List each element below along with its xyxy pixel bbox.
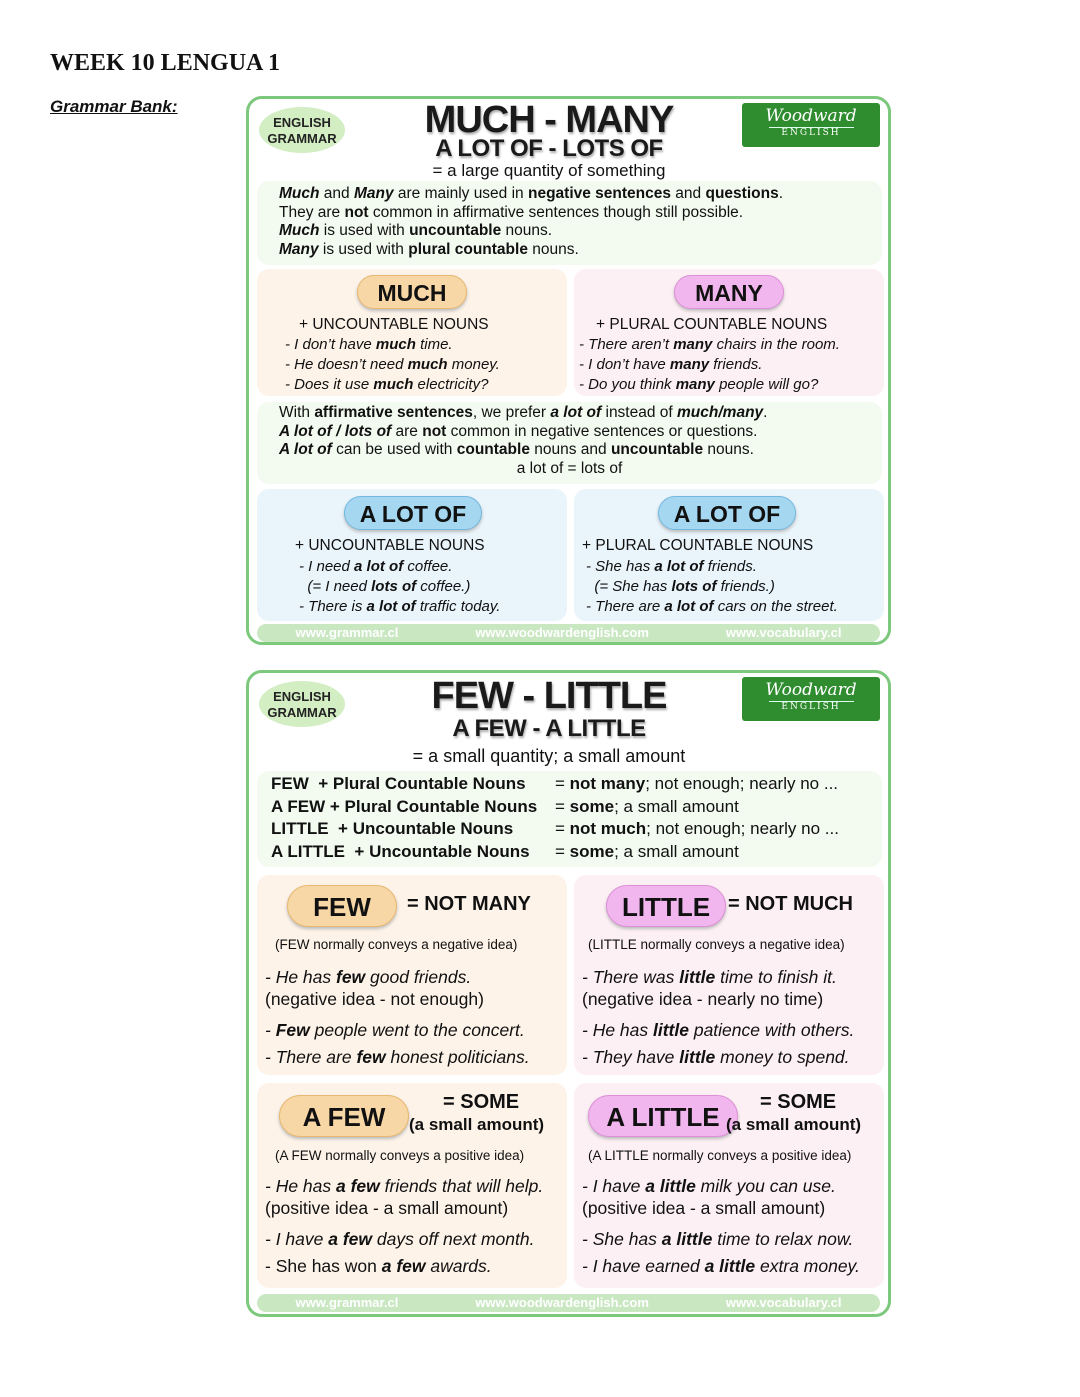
footer-link-woodward[interactable]: www.woodwardenglish.com	[475, 1295, 649, 1310]
few-panel	[257, 875, 567, 1075]
footer-link-vocabulary[interactable]: www.vocabulary.cl	[725, 625, 842, 640]
afew-examples: - He has a few friends that will help. (positive idea - a small amount) - I have a few days off next month. - She has won a few awards.	[265, 1176, 544, 1276]
footer-link-grammar[interactable]: www.grammar.cl	[295, 1295, 399, 1310]
english-grammar-badge: ENGLISH GRAMMAR	[259, 681, 345, 727]
alot-uncountable-panel	[257, 489, 567, 621]
woodward-logo: Woodward ENGLISH	[742, 103, 880, 147]
card-title: MUCH - MANY	[424, 99, 674, 141]
alot-equal-line: a lot of = lots of	[516, 459, 623, 477]
little-pill: LITTLE	[606, 885, 726, 927]
much-panel	[257, 269, 567, 396]
summary-table	[257, 771, 882, 867]
alot-right-examples: - She has a lot of friends. (= She has lots of friends.) - There are a lot of cars on the street.	[586, 558, 838, 615]
card-definition: = a large quantity of something	[432, 161, 666, 180]
many-examples: - There aren’t many chairs in the room. - I don’t have many friends. - Do you think many people will go?	[579, 336, 840, 393]
alot-intro-text: With affirmative sentences, we prefer a lot of instead of much/many. A lot of / lots of are not common in negative sentences or questions. A lot of can be used with countable nouns and uncountable nouns. a lot of = lots of	[257, 402, 882, 484]
few-equals: = NOT MANY	[407, 893, 531, 915]
little-note: (LITTLE normally conveys a negative idea)	[588, 937, 845, 952]
little-examples: - There was little time to finish it. (negative idea - nearly no time) - He has little patience with others. - They have little money to spend.	[582, 967, 855, 1067]
footer-link-grammar[interactable]: www.grammar.cl	[295, 625, 399, 640]
footer-link-woodward[interactable]: www.woodwardenglish.com	[475, 625, 649, 640]
footer-link-vocabulary[interactable]: www.vocabulary.cl	[725, 1295, 842, 1310]
alot-pill-right: A LOT OF	[658, 496, 796, 530]
card-footer	[257, 624, 880, 642]
card-definition: = a small quantity; a small amount	[412, 746, 686, 766]
card-subtitle: A FEW - A LITTLE	[452, 715, 646, 742]
afew-pill: A FEW	[279, 1095, 409, 1137]
alittle-panel	[574, 1083, 884, 1288]
many-heading: + PLURAL COUNTABLE NOUNS	[596, 316, 828, 333]
much-examples: - I don’t have much time. - He doesn’t need much money. - Does it use much electricity?	[285, 336, 500, 393]
afew-equals: = SOME	[443, 1091, 520, 1113]
alittle-pill: A LITTLE	[588, 1095, 738, 1137]
few-pill: FEW	[287, 885, 397, 927]
woodward-logo: Woodward ENGLISH	[742, 677, 880, 721]
card-title: FEW - LITTLE	[431, 675, 667, 717]
much-heading: + UNCOUNTABLE NOUNS	[299, 316, 489, 333]
alot-pill-left: A LOT OF	[344, 496, 482, 530]
many-panel	[574, 269, 884, 396]
alittle-equals-sub: (a small amount)	[726, 1115, 862, 1134]
english-grammar-badge: ENGLISH GRAMMAR	[259, 107, 345, 153]
card-subtitle: A LOT OF - LOTS OF	[435, 135, 663, 162]
page-title: WEEK 10 LENGUA 1	[50, 50, 281, 76]
alittle-note: (A LITTLE normally conveys a positive idea)	[588, 1148, 852, 1163]
few-little-card	[246, 670, 891, 1317]
alot-right-heading: + PLURAL COUNTABLE NOUNS	[582, 537, 814, 554]
few-examples: - He has few good friends. (negative idea - not enough) - Few people went to the concert. - There are few honest politicians.	[265, 967, 530, 1067]
much-many-card	[246, 96, 891, 645]
afew-equals-sub: (a small amount)	[409, 1115, 545, 1134]
summary-left-column: FEW + Plural Countable Nouns A FEW + Plural Countable Nouns LITTLE + Uncountable Nouns A LITTLE + Uncountable Nouns	[271, 774, 538, 861]
alot-countable-panel	[574, 489, 884, 621]
alittle-examples: - I have a little milk you can use. (positive idea - a small amount) - She has a little time to relax now. - I have earned a little extra money.	[582, 1176, 860, 1276]
alot-left-heading: + UNCOUNTABLE NOUNS	[295, 537, 485, 554]
card-footer	[257, 1294, 880, 1312]
much-pill: MUCH	[357, 275, 467, 309]
little-panel	[574, 875, 884, 1075]
afew-panel	[257, 1083, 567, 1288]
intro-text: Much and Many are mainly used in negative sentences and questions. They are not common in affirmative sentences though still possible. Much is used with uncountable nouns. Many is used with plural countable nouns.	[257, 181, 882, 265]
many-pill: MANY	[674, 275, 784, 309]
summary-right-column: = not many; not enough; nearly no ... = some; a small amount = not much; not enough; nearly no ... = some; a small amount	[555, 774, 839, 861]
afew-note: (A FEW normally conveys a positive idea)	[275, 1148, 525, 1163]
few-note: (FEW normally conveys a negative idea)	[275, 937, 518, 952]
little-equals: = NOT MUCH	[728, 893, 853, 915]
grammar-bank-label: Grammar Bank:	[50, 97, 178, 116]
alittle-equals: = SOME	[760, 1091, 837, 1113]
alot-left-examples: - I need a lot of coffee. (= I need lots of coffee.) - There is a lot of traffic today.	[299, 558, 501, 615]
